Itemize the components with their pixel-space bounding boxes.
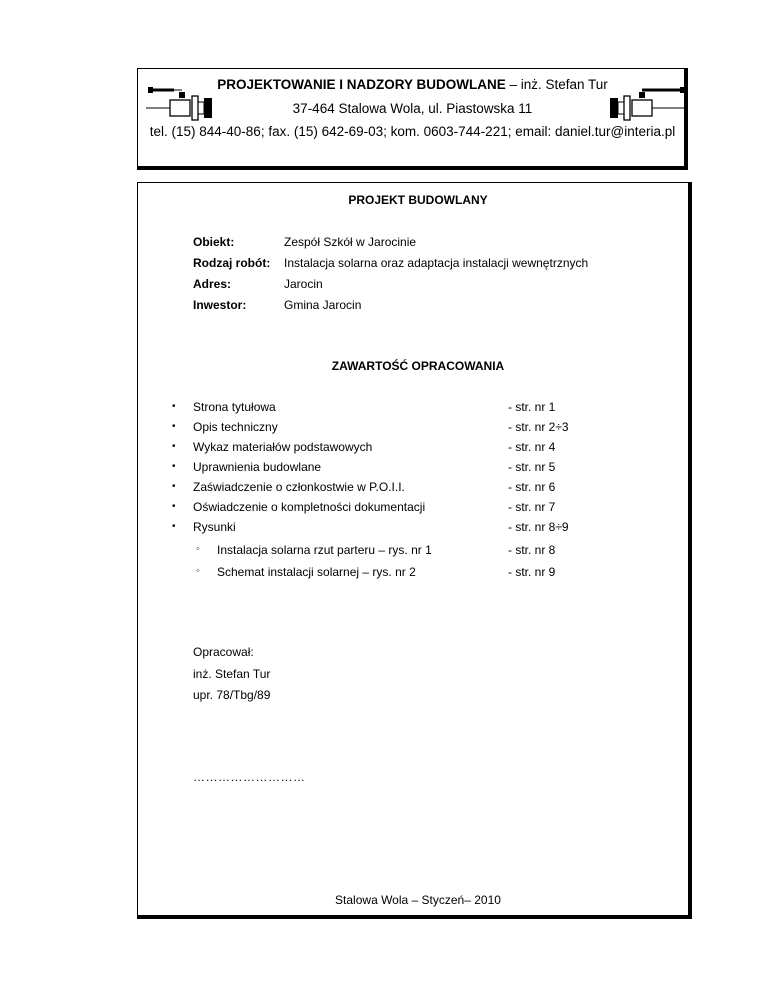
author-label: Opracował: — [193, 645, 254, 659]
sub-bullet-icon: ◦ — [196, 565, 200, 577]
signature-line: ……………………… — [193, 770, 306, 784]
company-owner: – inż. Stefan Tur — [505, 77, 608, 92]
sub-bullet-icon: ◦ — [196, 543, 200, 555]
contents-title: ZAWARTOŚĆ OPRACOWANIA — [331, 359, 505, 373]
contents-item-name: Zaświadczenie o członkostwie w P.O.I.I. — [193, 480, 405, 494]
contents-item-name: Oświadczenie o kompletności dokumentacji — [193, 500, 426, 514]
bullet-icon: • — [172, 461, 176, 472]
contents-item-page: - str. nr 2÷3 — [508, 420, 569, 434]
contents-item-page: - str. nr 1 — [508, 400, 556, 414]
contents-item-page: - str. nr 4 — [508, 440, 556, 454]
valve-icon-right — [608, 86, 688, 126]
company-contact: tel. (15) 844-40-86; fax. (15) 642-69-03; kom. 0603-744-221; email: daniel.tur@interia.pl — [149, 124, 676, 139]
author-name: inż. Stefan Tur — [193, 667, 271, 681]
contents-item-name: Strona tytułowa — [193, 400, 276, 414]
contents-item-name: Uprawnienia budowlane — [193, 460, 322, 474]
bullet-icon: • — [172, 481, 176, 492]
company-name: PROJEKTOWANIE I NADZORY BUDOWLANE — [217, 77, 506, 92]
contents-item-page: - str. nr 6 — [508, 480, 556, 494]
contents-item-name: Opis techniczny — [193, 420, 278, 434]
contents-item-name: Rysunki — [193, 520, 236, 534]
company-address: 37-464 Stalowa Wola, ul. Piastowska 11 — [292, 101, 533, 116]
contents-item-name: Wykaz materiałów podstawowych — [193, 440, 373, 454]
contents-subitem-page: - str. nr 9 — [508, 565, 556, 579]
field-value-obiekt: Zespół Szkół w Jarocinie — [284, 235, 417, 249]
place-date: Stalowa Wola – Styczeń– 2010 — [335, 893, 501, 907]
field-label-obiekt: Obiekt: — [193, 235, 235, 249]
contents-item-page: - str. nr 5 — [508, 460, 556, 474]
field-label-rodzaj-robot: Rodzaj robót: — [193, 256, 271, 270]
bullet-icon: • — [172, 501, 176, 512]
project-title: PROJEKT BUDOWLANY — [348, 193, 488, 207]
bullet-icon: • — [172, 441, 176, 452]
field-label-inwestor: Inwestor: — [193, 298, 247, 312]
author-license: upr. 78/Tbg/89 — [193, 688, 271, 702]
field-value-adres: Jarocin — [284, 277, 323, 291]
contents-subitem-name: Schemat instalacji solarnej – rys. nr 2 — [217, 565, 416, 579]
contents-item-page: - str. nr 7 — [508, 500, 556, 514]
bullet-icon: • — [172, 421, 176, 432]
bullet-icon: • — [172, 521, 176, 532]
contents-subitem-page: - str. nr 8 — [508, 543, 556, 557]
field-value-rodzaj-robot: Instalacja solarna oraz adaptacja instalacji wewnętrznych — [284, 256, 589, 270]
contents-item-page: - str. nr 8÷9 — [508, 520, 569, 534]
field-label-adres: Adres: — [193, 277, 232, 291]
bullet-icon: • — [172, 401, 176, 412]
valve-icon-left — [146, 86, 226, 126]
field-value-inwestor: Gmina Jarocin — [284, 298, 362, 312]
contents-subitem-name: Instalacja solarna rzut parteru – rys. nr 1 — [217, 543, 432, 557]
